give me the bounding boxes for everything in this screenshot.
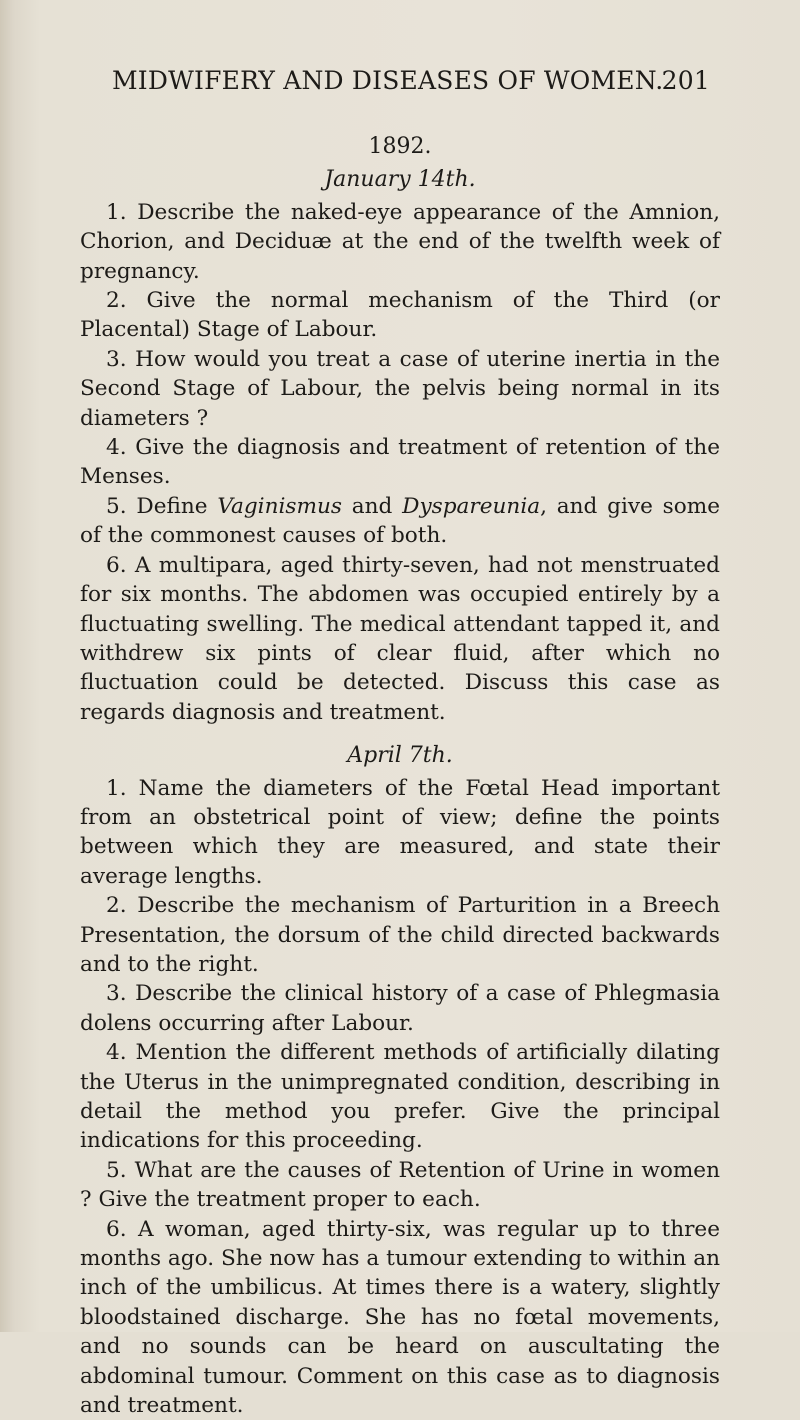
section-date: January 14th. — [324, 167, 476, 193]
section-spacer — [80, 727, 720, 741]
question-item: 4. Give the diagnosis and treatment of retention of the Menses. — [80, 435, 720, 490]
question-item: 6. A woman, aged thirty-six, was regular up to three months ago. She now has a tumour extending to within an inch of the umbilicus. At times there is a watery, slightly bloodstained discharge. She has no fœtal movements, and no sounds can be heard on auscultating the abdominal tumour. Comment on this case as to diagnosis and treatment. — [80, 1216, 720, 1419]
page-body — [80, 132, 720, 1420]
question-item: 1. Describe the naked-eye appearance of the Amnion, Chorion, and Deciduæ at the end of the twelfth week of pregnancy. — [80, 199, 720, 284]
question-item: 4. Mention the different methods of artificially dilating the Uterus in the unimpregnated condition, describing in detail the method you prefer. Give the principal indications for this proceeding. — [80, 1040, 720, 1154]
question-item: 3. How would you treat a case of uterine inertia in the Second Stage of Labour, the pelvis being normal in its diameters ? — [80, 346, 720, 431]
question-item: 1. Name the diameters of the Fœtal Head important from an obstetrical point of view; define the points between which they are measured, and state their average lengths. — [80, 775, 720, 889]
running-header — [112, 66, 710, 95]
question-item: 2. Give the normal mechanism of the Third (or Placental) Stage of Labour. — [80, 288, 720, 343]
page-number: 201 — [661, 66, 710, 95]
header-title: MIDWIFERY AND DISEASES OF WOMEN. — [112, 66, 664, 95]
term-dyspareunia: Dyspareunia — [402, 493, 541, 519]
exam-year: 1892. — [368, 134, 432, 159]
question-text: , and give some of the commonest causes of both. — [80, 493, 720, 549]
question-item: 5. What are the causes of Retention of Urine in women ? Give the treatment proper to each. — [80, 1157, 720, 1213]
term-vaginismus: Vaginismus — [217, 493, 342, 519]
section-date: April 7th. — [347, 743, 453, 769]
question-text: 5. Define — [106, 493, 218, 519]
question-item — [80, 492, 720, 551]
question-item: 6. A multipara, aged thirty-seven, had not menstruated for six months. The abdomen was occupied entirely by a fluctuating swelling. The medical attendant tapped it, and withdrew six pints of clear fluid, after which no fluctuation could be detected. Discuss this case as regards diagnosis and treatment. — [80, 552, 720, 725]
question-item: 3. Describe the clinical history of a case of Phlegmasia dolens occurring after Labour. — [80, 981, 720, 1036]
question-item: 2. Describe the mechanism of Parturition in a Breech Presentation, the dorsum of the child directed backwards and to the right. — [80, 893, 720, 977]
question-text: and — [341, 493, 403, 519]
